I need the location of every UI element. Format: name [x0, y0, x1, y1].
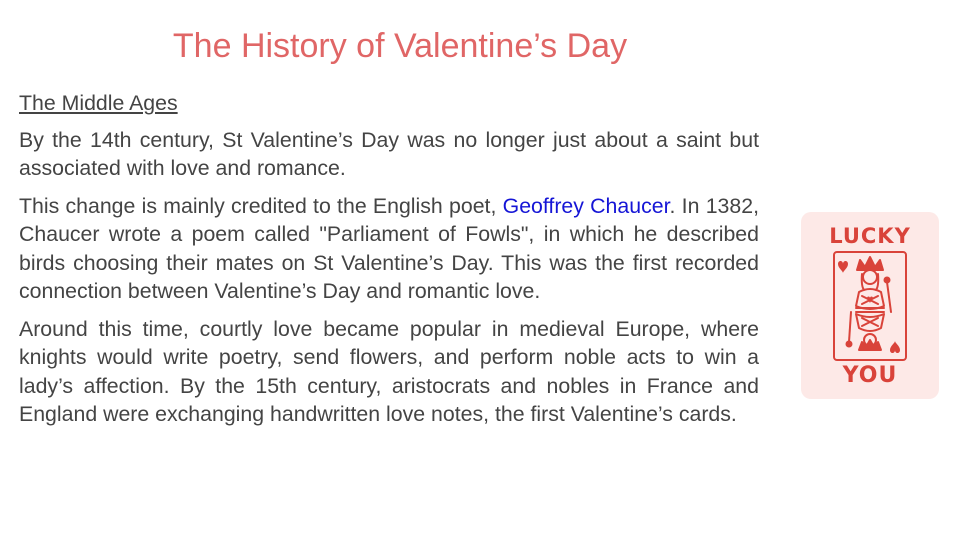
paragraph-1: By the 14th century, St Valentine’s Day was no longer just about a saint but associated with love and romance. — [19, 127, 759, 180]
paragraph-2 — [19, 192, 759, 306]
card-top-word: LUCKY — [829, 224, 911, 248]
geoffrey-chaucer-link[interactable]: Geoffrey Chaucer — [502, 193, 670, 218]
section-subheading: The Middle Ages — [19, 91, 178, 115]
card-bottom-word: YOU — [842, 363, 898, 388]
lucky-you-card-image — [801, 212, 939, 399]
paragraph-2-after-link: . In 1382, Chaucer wrote a poem called "Parliament of Fowls", in which he described birds choosing their mates on St Valentine’s Day. This was the first recorded connection between Valentine’s Day and romantic love. — [19, 193, 759, 303]
slide-title: The History of Valentine’s Day — [172, 27, 628, 65]
paragraph-3: Around this time, courtly love became popular in medieval Europe, where knights would write poetry, send flowers, and perform noble acts to win a lady’s affection. By the 15th century, aristocrats and nobles in France and England were exchanging handwritten love notes, the first Valentine’s cards. — [19, 316, 759, 426]
slide-body — [19, 89, 759, 438]
paragraph-2-before-link: This change is mainly credited to the English poet, — [19, 193, 503, 218]
